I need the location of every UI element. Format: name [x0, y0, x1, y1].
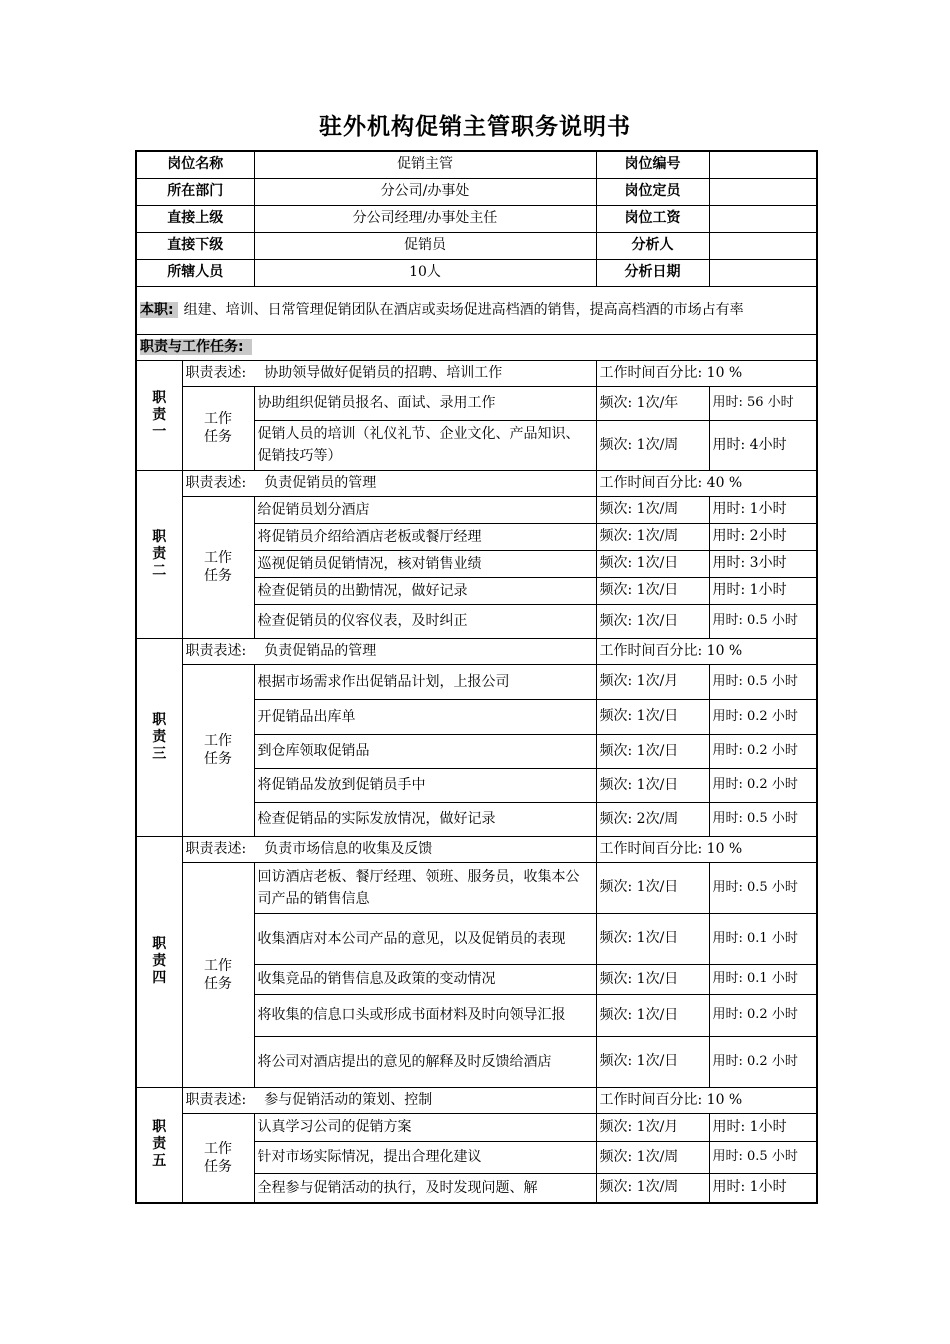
- duty-desc: [182, 638, 596, 664]
- task-frequency: 频次: 2次/周: [596, 802, 709, 836]
- task-frequency: 频次: 1次/日: [596, 734, 709, 768]
- task-text: 回访酒店老板、餐厅经理、领班、服务员，收集本公司产品的销售信息: [254, 862, 596, 913]
- task-text: 巡视促销员促销情况，核对销售业绩: [254, 550, 596, 577]
- task-text: 针对市场实际情况，提出合理化建议: [254, 1141, 596, 1173]
- task-row: [136, 1113, 817, 1141]
- task-frequency: 频次: 1次/周: [596, 496, 709, 523]
- task-hours: 用时: 0.5 小时: [709, 604, 817, 638]
- duty-desc-label: 职责表述:: [185, 474, 247, 491]
- task-label: [182, 1113, 254, 1203]
- task-label-text: 工作任务: [204, 957, 232, 992]
- duty-desc-text: 参与促销活动的策划、控制: [264, 1091, 433, 1108]
- task-frequency: 频次: 1次/月: [596, 1113, 709, 1141]
- duty-desc: [182, 836, 596, 862]
- field-label: 岗位定员: [596, 178, 709, 205]
- header-row: [136, 259, 817, 286]
- task-hours: 用时: 0.1 小时: [709, 913, 817, 964]
- duty-name: [136, 836, 182, 1087]
- field-label: 所辖人员: [136, 259, 254, 286]
- task-label-text: 工作任务: [204, 1140, 232, 1175]
- task-hours: 用时: 1小时: [709, 577, 817, 604]
- header-row: [136, 232, 817, 259]
- task-text: 根据市场需求作出促销品计划，上报公司: [254, 664, 596, 699]
- field-value: 促销主管: [254, 151, 596, 178]
- task-text: 检查促销员的出勤情况，做好记录: [254, 577, 596, 604]
- duty-desc-row: [136, 360, 817, 386]
- task-row: [136, 386, 817, 420]
- task-hours: 用时: 3小时: [709, 550, 817, 577]
- task-text: 开促销品出库单: [254, 699, 596, 734]
- field-label: 岗位名称: [136, 151, 254, 178]
- task-frequency: 频次: 1次/日: [596, 1036, 709, 1087]
- task-label: [182, 862, 254, 1087]
- task-hours: 用时: 0.5 小时: [709, 802, 817, 836]
- field-value: [709, 232, 817, 259]
- duty-desc: [182, 1087, 596, 1113]
- task-frequency: 频次: 1次/日: [596, 768, 709, 802]
- duty-percent: 工作时间百分比: 10 %: [596, 360, 817, 386]
- task-text: 将促销员介绍给酒店老板或餐厅经理: [254, 523, 596, 550]
- header-row: [136, 178, 817, 205]
- duty-desc: [182, 470, 596, 496]
- field-value: 分公司/办事处: [254, 178, 596, 205]
- duty-desc-row: [136, 470, 817, 496]
- duty-desc-row: [136, 836, 817, 862]
- duty-name: [136, 1087, 182, 1203]
- task-label-text: 工作任务: [204, 411, 232, 445]
- task-frequency: 频次: 1次/周: [596, 420, 709, 470]
- duty-name-text: 职责五: [152, 1119, 167, 1170]
- task-row: [136, 664, 817, 699]
- task-text: 将公司对酒店提出的意见的解释及时反馈给酒店: [254, 1036, 596, 1087]
- task-frequency: 频次: 1次/周: [596, 1141, 709, 1173]
- task-label-text: 工作任务: [204, 733, 232, 767]
- duty-name-text: 职责四: [152, 936, 167, 986]
- task-label: [182, 386, 254, 470]
- duty-percent: 工作时间百分比: 40 %: [596, 470, 817, 496]
- duty-percent: 工作时间百分比: 10 %: [596, 1087, 817, 1113]
- task-text: 全程参与促销活动的执行，及时发现问题、解: [254, 1173, 596, 1203]
- duty-name-text: 职责三: [152, 711, 167, 762]
- field-value: [709, 205, 817, 232]
- duty-name: [136, 360, 182, 470]
- task-hours: 用时: 1小时: [709, 1173, 817, 1203]
- duty-name-text: 职责一: [152, 389, 167, 440]
- task-hours: 用时: 0.5 小时: [709, 862, 817, 913]
- duty-desc-label: 职责表述:: [185, 642, 247, 659]
- task-frequency: 频次: 1次/日: [596, 964, 709, 994]
- duty-desc-row: [136, 1087, 817, 1113]
- job-description-form: [135, 150, 816, 1204]
- field-label: 分析日期: [596, 259, 709, 286]
- task-hours: 用时: 0.2 小时: [709, 994, 817, 1036]
- duty-desc-label: 职责表述:: [185, 840, 247, 857]
- duty-name: [136, 638, 182, 836]
- duty-desc-text: 负责市场信息的收集及反馈: [264, 840, 433, 857]
- task-hours: 用时: 0.1 小时: [709, 964, 817, 994]
- duty-percent: 工作时间百分比: 10 %: [596, 836, 817, 862]
- benzhi-cell: [136, 286, 817, 334]
- field-label: 分析人: [596, 232, 709, 259]
- task-frequency: 频次: 1次/年: [596, 386, 709, 420]
- benzhi-row: [136, 286, 817, 334]
- duty-percent: 工作时间百分比: 10 %: [596, 638, 817, 664]
- task-hours: 用时: 0.2 小时: [709, 768, 817, 802]
- task-hours: 用时: 56 小时: [709, 386, 817, 420]
- task-hours: 用时: 0.5 小时: [709, 1141, 817, 1173]
- field-label: 直接上级: [136, 205, 254, 232]
- field-label: 直接下级: [136, 232, 254, 259]
- task-frequency: 频次: 1次/日: [596, 604, 709, 638]
- task-text: 协助组织促销员报名、面试、录用工作: [254, 386, 596, 420]
- task-text: 检查促销品的实际发放情况，做好记录: [254, 802, 596, 836]
- section-title-cell: [136, 334, 817, 360]
- job-info-table: [135, 150, 818, 1204]
- section-title: 职责与工作任务:: [140, 339, 252, 355]
- duty-desc-row: [136, 638, 817, 664]
- duty-desc-text: 负责促销品的管理: [264, 642, 377, 659]
- task-hours: 用时: 2小时: [709, 523, 817, 550]
- task-frequency: 频次: 1次/日: [596, 550, 709, 577]
- field-value: 分公司经理/办事处主任: [254, 205, 596, 232]
- task-hours: 用时: 0.2 小时: [709, 734, 817, 768]
- duty-desc-label: 职责表述:: [185, 1091, 247, 1108]
- field-label: 所在部门: [136, 178, 254, 205]
- header-row: [136, 205, 817, 232]
- task-text: 给促销员划分酒店: [254, 496, 596, 523]
- task-label: [182, 496, 254, 638]
- duty-desc-text: 负责促销员的管理: [264, 474, 377, 491]
- field-value: [709, 151, 817, 178]
- task-hours: 用时: 1小时: [709, 1113, 817, 1141]
- field-label: 岗位编号: [596, 151, 709, 178]
- task-frequency: 频次: 1次/周: [596, 523, 709, 550]
- task-hours: 用时: 0.5 小时: [709, 664, 817, 699]
- field-value: 10人: [254, 259, 596, 286]
- task-label-text: 工作任务: [204, 550, 232, 584]
- task-hours: 用时: 4小时: [709, 420, 817, 470]
- task-frequency: 频次: 1次/日: [596, 699, 709, 734]
- task-frequency: 频次: 1次/日: [596, 994, 709, 1036]
- task-text: 将促销品发放到促销员手中: [254, 768, 596, 802]
- duty-desc-label: 职责表述:: [185, 364, 247, 381]
- field-label: 岗位工资: [596, 205, 709, 232]
- task-text: 到仓库领取促销品: [254, 734, 596, 768]
- task-text: 促销人员的培训（礼仪礼节、企业文化、产品知识、促销技巧等）: [254, 420, 596, 470]
- document-title: 驻外机构促销主管职务说明书: [319, 114, 631, 140]
- task-text: 将收集的信息口头或形成书面材料及时向领导汇报: [254, 994, 596, 1036]
- duty-desc: [182, 360, 596, 386]
- task-text: 认真学习公司的促销方案: [254, 1113, 596, 1141]
- task-text: 收集酒店对本公司产品的意见，以及促销员的表现: [254, 913, 596, 964]
- task-text: 收集竞品的销售信息及政策的变动情况: [254, 964, 596, 994]
- header-row: [136, 151, 817, 178]
- task-hours: 用时: 1小时: [709, 496, 817, 523]
- task-frequency: 频次: 1次/日: [596, 862, 709, 913]
- benzhi-label: 本职:: [140, 302, 178, 318]
- task-hours: 用时: 0.2 小时: [709, 699, 817, 734]
- benzhi-text: 组建、培训、日常管理促销团队在酒店或卖场促进高档酒的销售，提高高档酒的市场占有率: [183, 302, 744, 318]
- task-frequency: 频次: 1次/周: [596, 1173, 709, 1203]
- task-row: [136, 862, 817, 913]
- task-text: 检查促销员的仪容仪表，及时纠正: [254, 604, 596, 638]
- task-label: [182, 664, 254, 836]
- task-row: [136, 496, 817, 523]
- task-hours: 用时: 0.2 小时: [709, 1036, 817, 1087]
- duty-name: [136, 470, 182, 638]
- task-frequency: 频次: 1次/日: [596, 577, 709, 604]
- section-title-row: [136, 334, 817, 360]
- task-frequency: 频次: 1次/月: [596, 664, 709, 699]
- field-value: [709, 259, 817, 286]
- duty-name-text: 职责二: [152, 528, 167, 579]
- field-value: 促销员: [254, 232, 596, 259]
- field-value: [709, 178, 817, 205]
- task-frequency: 频次: 1次/日: [596, 913, 709, 964]
- duty-desc-text: 协助领导做好促销员的招聘、培训工作: [264, 364, 503, 381]
